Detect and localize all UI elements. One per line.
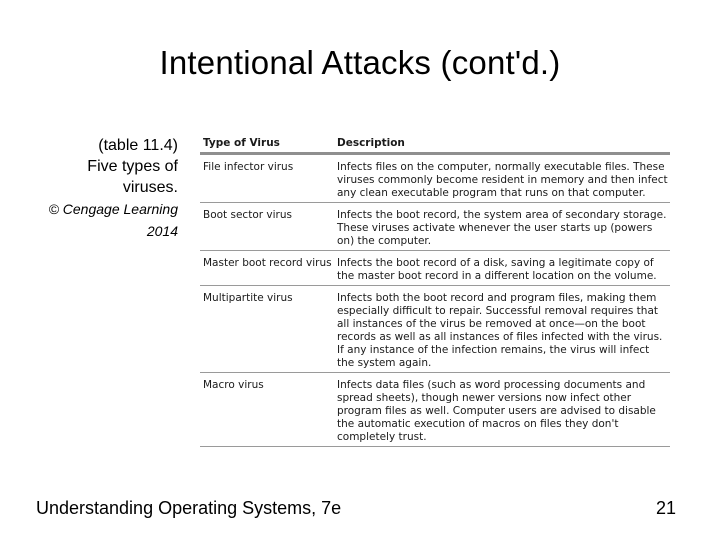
column-header-type: Type of Virus: [200, 136, 334, 154]
caption-line-1: Five types of: [87, 158, 178, 175]
virus-description-cell: Infects the boot record, the system area of secondary storage. These viruses activate whenever the user starts up (powers on) the computer.: [334, 203, 670, 251]
table-row: [200, 203, 670, 251]
caption-reference: (table 11.4): [98, 137, 178, 154]
virus-description-cell: Infects data files (such as word processing documents and spread sheets), though newer versions now infect other program files as well. Computer users are advised to disable the automatic execution of macros on files they don't completely trust.: [334, 373, 670, 447]
table-row: [200, 286, 670, 373]
table-row: [200, 154, 670, 203]
slide-number: 21: [655, 498, 676, 518]
slide-title: Intentional Attacks (cont'd.): [159, 44, 561, 81]
copyright-credit-line-1: © Cengage Learning: [48, 201, 178, 217]
virus-types-table: [200, 136, 670, 447]
table-caption: [20, 135, 178, 242]
virus-description-cell: Infects files on the computer, normally executable files. These viruses commonly become resident in memory and then infect any clean executable program that runs on that computer.: [334, 154, 670, 203]
virus-type-cell: Macro virus: [200, 373, 334, 447]
virus-description-cell: Infects the boot record of a disk, saving a legitimate copy of the master boot record in a different location on the volume.: [334, 251, 670, 286]
virus-type-cell: File infector virus: [200, 154, 334, 203]
copyright-credit-line-2: 2014: [146, 223, 178, 239]
virus-types-table-container: [200, 136, 670, 447]
table-header-row: [200, 136, 670, 154]
footer-book-title: Understanding Operating Systems, 7e: [36, 498, 342, 518]
virus-type-cell: Master boot record virus: [200, 251, 334, 286]
caption-line-2: viruses.: [122, 179, 178, 196]
virus-type-cell: Boot sector virus: [200, 203, 334, 251]
virus-description-cell: Infects both the boot record and program files, making them especially difficult to repair. Successful removal requires that all instances of the virus be removed at once—on the boot records as well as all instances of files infected with the virus. If any instance of the infection remains, the virus will infect the system again.: [334, 286, 670, 373]
table-row: [200, 251, 670, 286]
table-row: [200, 373, 670, 447]
virus-type-cell: Multipartite virus: [200, 286, 334, 373]
column-header-description: Description: [334, 136, 670, 154]
